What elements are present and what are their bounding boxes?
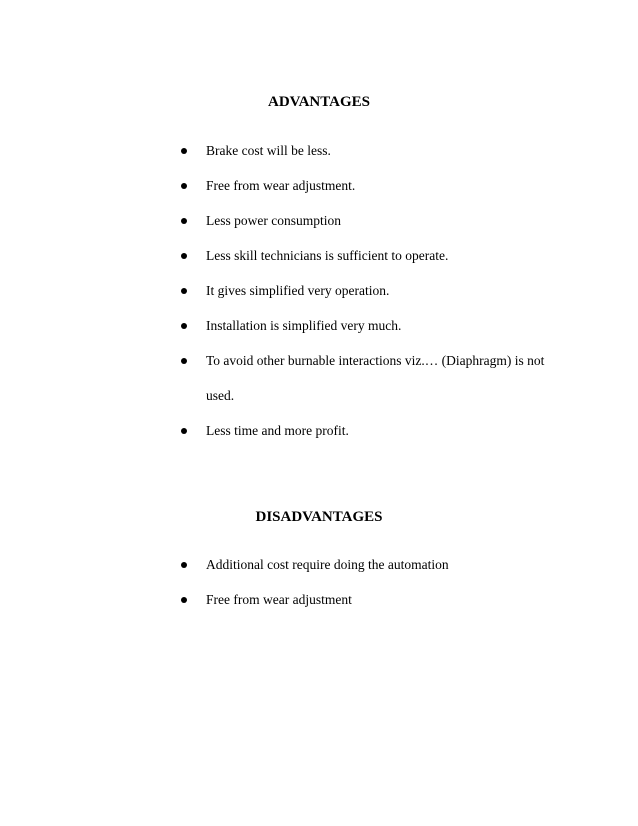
bullet-icon [181, 323, 187, 329]
list-item-text: Brake cost will be less. [206, 143, 331, 158]
list-item [206, 273, 586, 308]
list-item-text: Installation is simplified very much. [206, 318, 402, 333]
list-item-text: Additional cost require doing the automation [206, 557, 449, 572]
list-item [206, 238, 586, 273]
list-item-text: Free from wear adjustment [206, 592, 352, 607]
bullet-icon [181, 597, 187, 603]
list-item [206, 343, 556, 413]
list-item-text: Free from wear adjustment. [206, 178, 356, 193]
bullet-icon [181, 428, 187, 434]
list-item [206, 168, 586, 203]
list-item-text: Less time and more profit. [206, 423, 349, 438]
bullet-icon [181, 253, 187, 259]
list-item-text: It gives simplified very operation. [206, 283, 390, 298]
bullet-icon [181, 148, 187, 154]
bullet-icon [181, 562, 187, 568]
bullet-icon [181, 288, 187, 294]
bullet-icon [181, 358, 187, 364]
list-item [206, 582, 586, 617]
list-item [206, 308, 586, 343]
list-item [206, 413, 586, 448]
list-item [206, 547, 586, 582]
advantages-heading: ADVANTAGES [268, 94, 370, 110]
list-item-text: Less skill technicians is sufficient to operate. [206, 248, 449, 263]
bullet-icon [181, 183, 187, 189]
list-item-text: To avoid other burnable interactions viz.… (Diaphragm) is not used. [206, 353, 545, 403]
disadvantages-heading: DISADVANTAGES [255, 509, 383, 525]
bullet-icon [181, 218, 187, 224]
list-item [206, 203, 586, 238]
list-item-text: Less power consumption [206, 213, 341, 228]
list-item [206, 133, 586, 168]
